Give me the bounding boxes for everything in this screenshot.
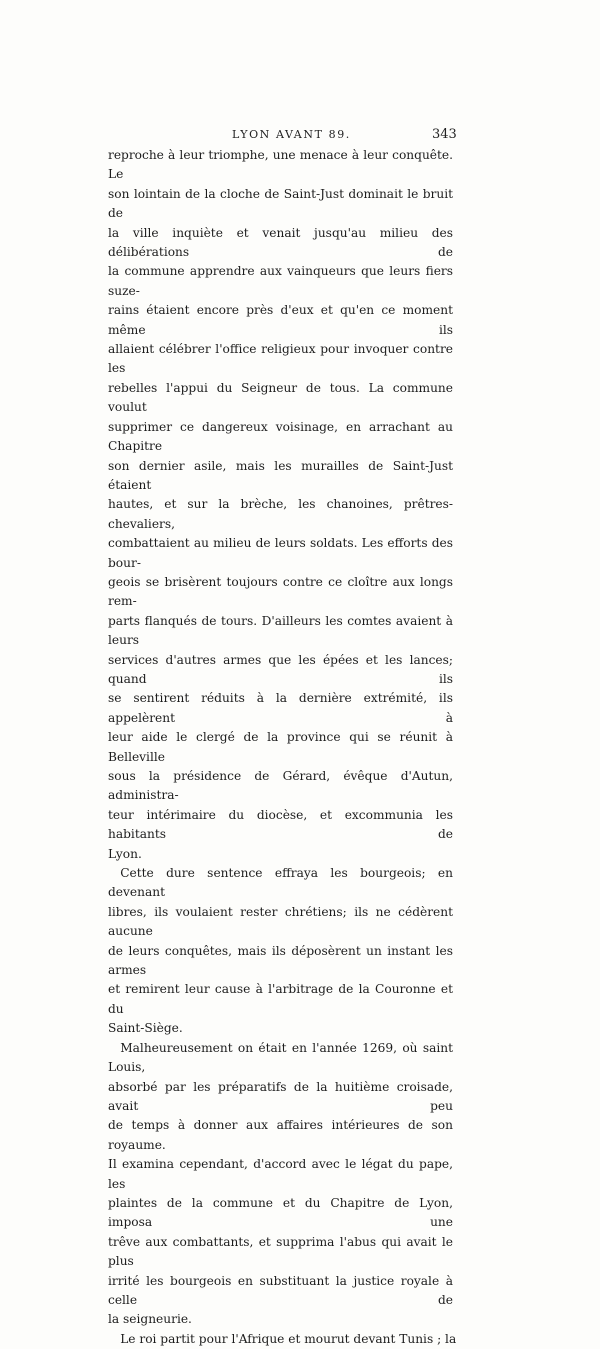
text-line: Malheureusement on était en l'année 1269, où saint Louis, — [108, 1040, 453, 1075]
paragraph — [108, 1330, 457, 1349]
body-text — [108, 146, 457, 1349]
text-line: de temps à donner aux affaires intérieures de son royaume. — [108, 1118, 453, 1152]
running-head — [0, 126, 600, 144]
text-line: teur intérimaire du diocèse, et excommunia les habitants de — [108, 807, 453, 842]
text-line: la ville inquiète et venait jusqu'au milieu des délibérations de — [108, 225, 453, 260]
text-line: son lointain de la cloche de Saint-Just dominait le bruit de — [108, 186, 453, 221]
text-line: la seigneurie. — [108, 1312, 192, 1327]
text-line: libres, ils voulaient rester chrétiens; ils ne cédèrent aucune — [108, 904, 453, 939]
text-line: hautes, et sur la brèche, les chanoines, prêtres-chevaliers, — [108, 497, 453, 531]
text-line: de leurs conquêtes, mais ils déposèrent un instant les armes — [108, 943, 453, 978]
running-title: LYON AVANT 89. — [232, 128, 351, 141]
text-line: Il examina cependant, d'accord avec le légat du pape, les — [108, 1157, 453, 1191]
text-line: sous la présidence de Gérard, évêque d'Autun, administra- — [108, 769, 453, 803]
text-line: Lyon. — [108, 846, 142, 861]
text-line: plaintes de la commune et du Chapitre de Lyon, imposa une — [108, 1195, 453, 1230]
text-line: allaient célébrer l'office religieux pour invoquer contre les — [108, 342, 453, 376]
paragraph — [108, 1039, 453, 1330]
text-line: leur aide le clergé de la province qui se réunit à Belleville — [108, 730, 453, 764]
text-line: combattaient au milieu de leurs soldats. Les efforts des bour- — [108, 536, 453, 570]
text-line: rebelles l'appui du Seigneur de tous. La commune voulut — [108, 380, 453, 415]
text-line: supprimer ce dangereux voisinage, en arrachant au Chapitre — [108, 419, 453, 454]
text-line: Saint-Siège. — [108, 1021, 183, 1036]
text-line: irrité les bourgeois en substituant la justice royale à celle de — [108, 1273, 453, 1307]
text-line: Le roi partit pour l'Afrique et mourut devant Tunis ; la — [108, 1331, 457, 1346]
text-line: rains étaient encore près d'eux et qu'en ce moment même ils — [108, 303, 453, 337]
text-line: trêve aux combattants, et supprima l'abus qui avait le plus — [108, 1234, 453, 1269]
text-line: se sentirent réduits à la dernière extrémité, ils appelèrent à — [108, 691, 453, 725]
text-line: services d'autres armes que les épées et les lances; quand ils — [108, 652, 453, 686]
text-line: parts flanqués de tours. D'ailleurs les comtes avaient à leurs — [108, 613, 453, 648]
text-line: son dernier asile, mais les murailles de Saint-Just étaient — [108, 458, 453, 492]
text-line: la commune apprendre aux vainqueurs que leurs fiers suze- — [108, 264, 453, 298]
text-line: absorbé par les préparatifs de la huitième croisade, avait peu — [108, 1079, 453, 1113]
paragraph — [108, 146, 453, 864]
page-number: 343 — [432, 127, 457, 142]
text-line: geois se brisèrent toujours contre ce cloître aux longs rem- — [108, 574, 453, 609]
paragraph — [108, 864, 453, 1039]
text-line: Cette dure sentence effraya les bourgeois; en devenant — [108, 866, 453, 900]
text-line: reproche à leur triomphe, une menace à leur conquête. Le — [108, 148, 453, 182]
text-line: et remirent leur cause à l'arbitrage de la Couronne et du — [108, 982, 453, 1016]
